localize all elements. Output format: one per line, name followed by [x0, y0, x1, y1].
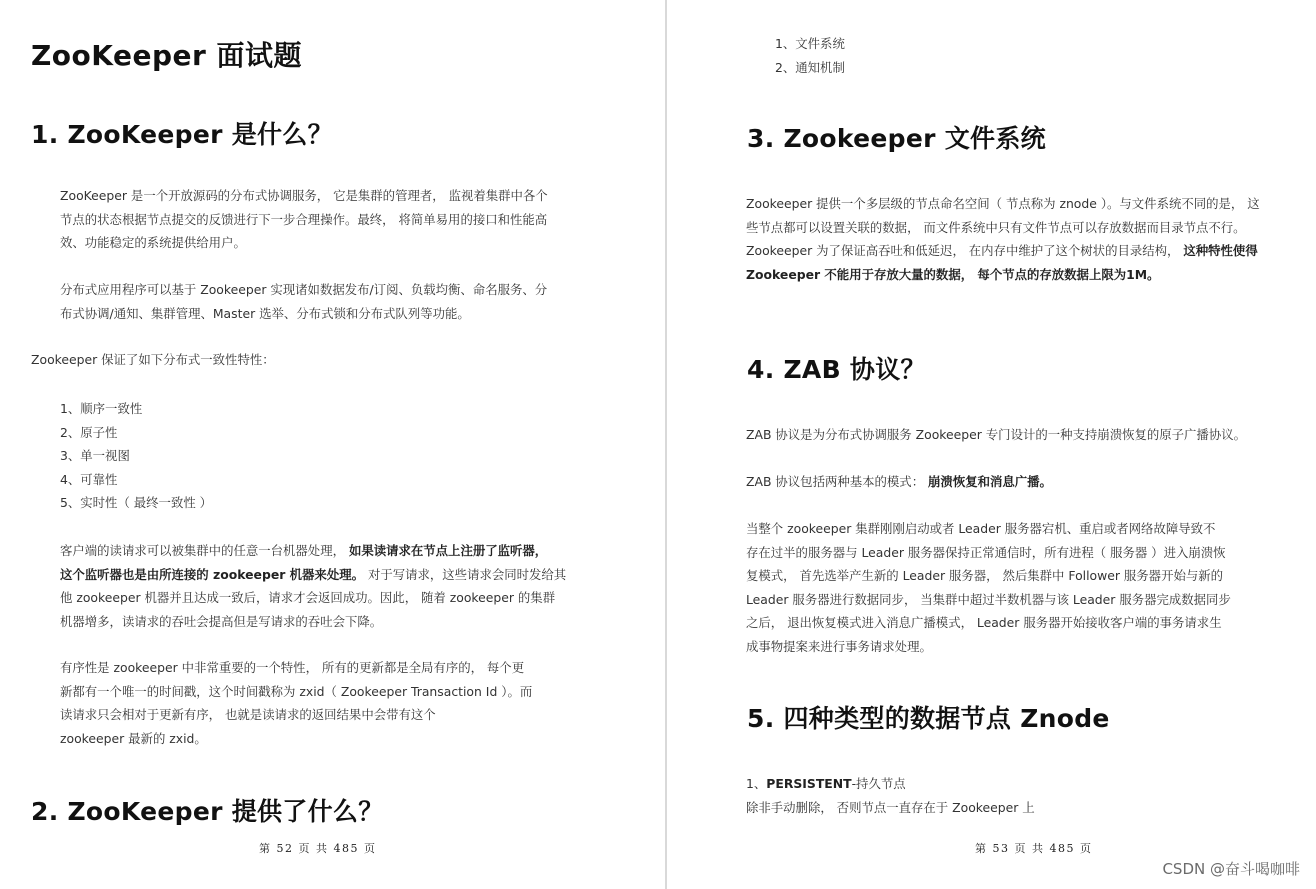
page-footer: 第 52 页 共 485 页 — [259, 842, 377, 855]
list-item: 5、实时性（ 最终一致性 ） — [60, 495, 213, 510]
section-4-heading: 4. ZAB 协议？ — [747, 355, 926, 384]
page-footer: 第 53 页 共 485 页 — [975, 842, 1093, 855]
list-item: 4、可靠性 — [60, 471, 118, 487]
list-item: 2、原子性 — [60, 424, 118, 440]
provides-list — [775, 32, 845, 79]
section-4-paragraph-2: ZAB 协议包括两种基本的模式： 崩溃恢复和消息广播。 — [746, 474, 1052, 489]
section-1-heading: 1. ZooKeeper 是什么？ — [31, 120, 333, 149]
section-4-paragraph-1: ZAB 协议是为分布式协调服务 Zookeeper 专门设计的一种支持崩溃恢复的原子广播协议。 — [746, 427, 1246, 442]
list-item: 1、顺序一致性 — [60, 401, 143, 416]
section-5-heading: 5. 四种类型的数据节点 Znode — [747, 704, 1110, 733]
section-2-heading: 2. ZooKeeper 提供了什么？ — [31, 797, 384, 826]
section-1-paragraph-2: 分布式应用程序可以基于 Zookeeper 实现诸如数据发布/订阅、负载均衡、命名服务、分 布式协调/通知、集群管理、Master 选举、分布式锁和分布式队列等功能。 — [60, 282, 548, 321]
section-5-paragraph: 1、PERSISTENT-持久节点 除非手动删除， 否则节点一直存在于 Zookeeper 上 — [746, 776, 1035, 815]
section-3-paragraph: Zookeeper 提供一个多层级的节点命名空间（ 节点称为 znode ）。与文件系统不同的是， 这 些节点都可以设置关联的数据， 而文件系统中只有文件节点可以存放数据而目录节点不行。 Zookeeper 为了保证高吞吐和低延迟， 在内存中维护了这个树状的目录结构， 这种特性使得 Zookeeper 不能用于存放大量的数据， 每个节点的存放数据上限为1M。 — [746, 196, 1260, 282]
section-3-heading: 3. Zookeeper 文件系统 — [747, 124, 1046, 153]
right-page — [668, 0, 1316, 889]
list-item: 2、通知机制 — [775, 59, 845, 75]
list-item: 1、文件系统 — [775, 36, 845, 51]
section-1-paragraph-1: ZooKeeper 是一个开放源码的分布式协调服务， 它是集群的管理者， 监视着集群中各个 节点的状态根据节点提交的反馈进行下一步合理操作。最终， 将简单易用的接口和性能高 效、功能稳定的系统提供给用户。 — [60, 188, 548, 250]
section-1-paragraph-5: 有序性是 zookeeper 中非常重要的一个特性， 所有的更新都是全局有序的， 每个更 新都有一个唯一的时间戳，这个时间戳称为 zxid（ Zookeeper Transaction Id ）。而 读请求只会相对于更新有序， 也就是读请求的返回结果中会带有这个 zookeeper 最新的 zxid。 — [60, 660, 533, 746]
section-1-paragraph-3: Zookeeper 保证了如下分布式一致性特性： — [31, 352, 275, 367]
csdn-watermark: CSDN @奋斗喝咖啡 — [1162, 860, 1300, 878]
page-divider — [665, 0, 667, 889]
section-4-paragraph-3: 当整个 zookeeper 集群刚刚启动或者 Leader 服务器宕机、重启或者网络故障导致不 存在过半的服务器与 Leader 服务器保持正常通信时，所有进程（ 服务器 ）进入崩溃恢 复模式， 首先选举产生新的 Leader 服务器， 然后集群中 Follower 服务器开始与新的 Leader 服务器进行数据同步， 当集群中超过半数机器与该 Leader 服务器完成数据同步 之后， 退出恢复模式进入消息广播模式， Leader 服务器开始接收客户端的事务请求生 成事物提案来进行事务请求处理。 — [746, 521, 1231, 654]
consistency-list — [60, 397, 212, 515]
list-item: 3、单一视图 — [60, 448, 130, 463]
section-1-paragraph-4: 客户端的读请求可以被集群中的任意一台机器处理， 如果读请求在节点上注册了监听器， 这个监听器也是由所连接的 zookeeper 机器来处理。 对于写请求，这些请求会同时发给其 他 zookeeper 机器并且达成一致后，请求才会返回成功。因此， 随着 zookeeper 的集群 机器增多，读请求的吞吐会提高但是写请求的吞吐会下降。 — [60, 543, 567, 629]
document-title: ZooKeeper 面试题 — [31, 39, 303, 72]
